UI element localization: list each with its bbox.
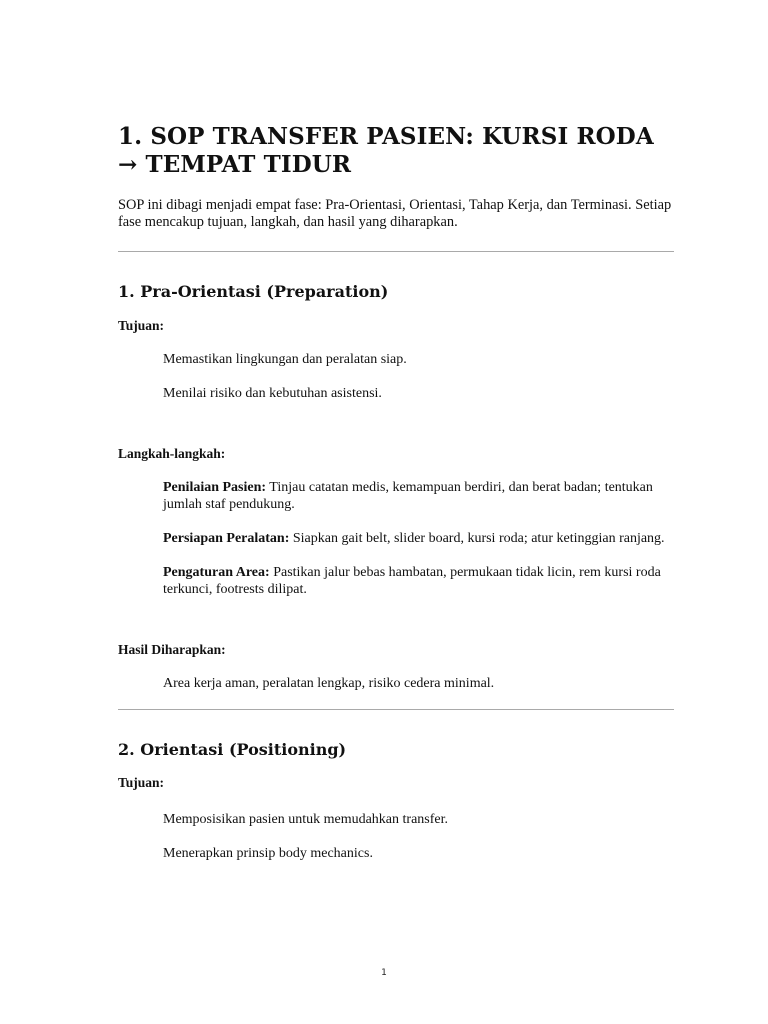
intro-paragraph: SOP ini dibagi menjadi empat fase: Pra-Orientasi, Orientasi, Tahap Kerja, dan Terminasi. Setiap fase mencakup tujuan, langkah, dan hasil yang diharapkan. — [118, 197, 672, 230]
goal-item: Menerapkan prinsip body mechanics. — [163, 846, 373, 861]
goals-label: Tujuan: — [118, 318, 165, 333]
goals-label: Tujuan: — [118, 775, 165, 790]
goal-item: Menilai risiko dan kebutuhan asistensi. — [163, 386, 382, 401]
step-item — [118, 530, 674, 547]
section-divider — [118, 709, 674, 710]
step-title: Pengaturan Area: — [163, 565, 270, 580]
document-body — [118, 123, 674, 862]
section-divider — [118, 251, 674, 252]
step-title: Penilaian Pasien: — [163, 480, 267, 495]
step-text: Pastikan jalur bebas hambatan, permukaan tidak licin, rem kursi roda terkunci, footrests dilipat. — [163, 565, 661, 597]
result-label: Hasil Diharapkan: — [118, 642, 226, 657]
step-title: Persiapan Peralatan: — [163, 531, 290, 546]
steps-label: Langkah-langkah: — [118, 446, 226, 461]
step-text: Tinjau catatan medis, kemampuan berdiri, dan berat badan; tentukan jumlah staf pendukung. — [163, 480, 653, 512]
page-number: 1 — [381, 968, 387, 978]
step-item — [118, 479, 674, 513]
section-heading-orientasi: 2. Orientasi (Positioning) — [118, 740, 347, 759]
goal-item: Memposisikan pasien untuk memudahkan transfer. — [163, 812, 448, 827]
goal-item: Memastikan lingkungan dan peralatan siap. — [163, 352, 407, 367]
document-title: 1. SOP TRANSFER PASIEN: KURSI RODA → TEMPAT TIDUR — [118, 123, 654, 178]
step-item — [118, 564, 674, 598]
section-heading-pra-orientasi: 1. Pra-Orientasi (Preparation) — [118, 282, 389, 301]
result-item: Area kerja aman, peralatan lengkap, risiko cedera minimal. — [163, 676, 495, 691]
step-text: Siapkan gait belt, slider board, kursi roda; atur ketinggian ranjang. — [289, 531, 665, 546]
